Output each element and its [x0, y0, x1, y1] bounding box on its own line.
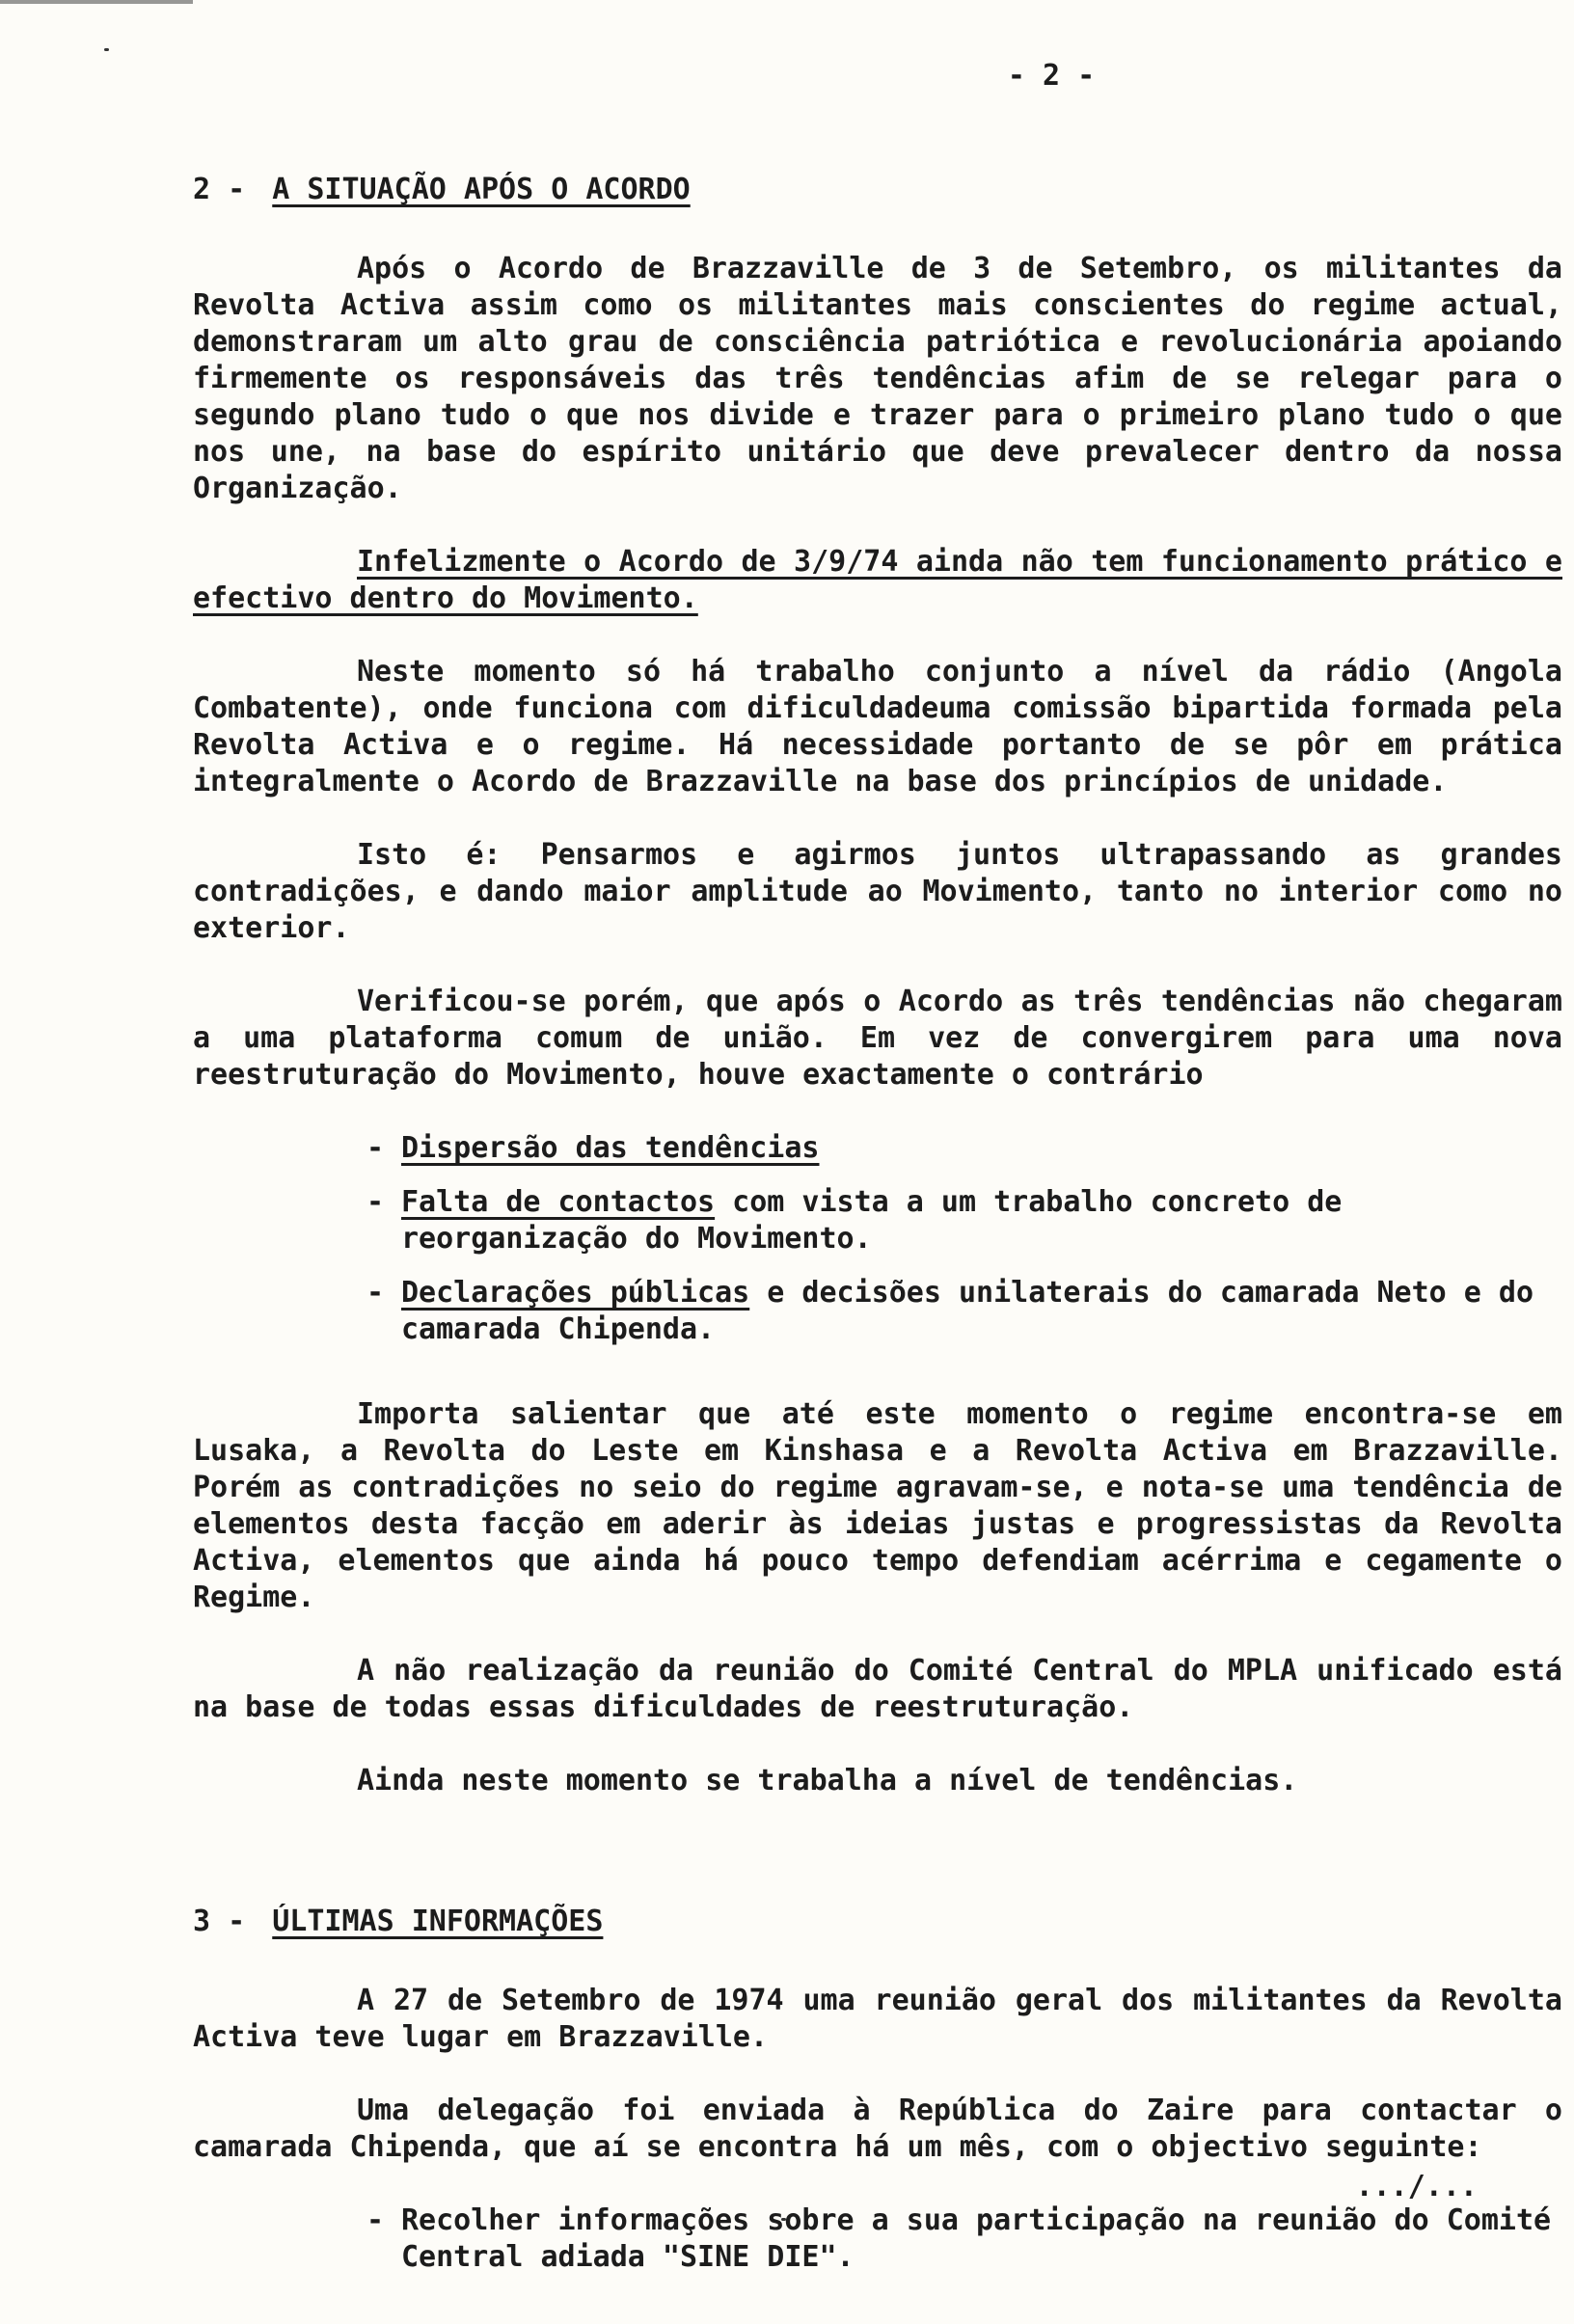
list-item-underlined: Declarações públicas — [401, 1276, 750, 1310]
paragraph: Ainda neste momento se trabalha a nível de tendências. — [357, 1764, 1298, 1797]
list-item — [366, 1130, 1562, 1167]
section-number: 2 - — [193, 173, 246, 206]
paragraph: Após o Acordo de Brazzaville de 3 de Setembro, os militantes da Revolta Activa assim como os militantes mais conscientes do regime actual, demonstraram um alto grau de consciência patriótica e revolucionária apoiando firmemente os responsáveis das três tendências afim de se relegar para o segundo plano tudo o que nos divide e trazer para o primeiro plano tudo o que nos une, na base do espírito unitário que deve prevalecer dentro da nossa Organização. — [193, 252, 1562, 505]
page-number: - 2 - — [1007, 59, 1096, 93]
list-item — [366, 1184, 1562, 1257]
list-item-text: e decisões unilaterais do camarada Neto e do camarada Chipenda. — [401, 1276, 1534, 1346]
spacer — [193, 1836, 1562, 1904]
scan-edge-mark — [0, 0, 193, 4]
paragraph: A 27 de Setembro de 1974 uma reunião geral dos militantes da Revolta Activa teve lugar em Brazzaville. — [193, 1984, 1562, 2054]
paragraph-underlined: Infelizmente o Acordo de 3/9/74 ainda não tem funcionamento prático e efectivo dentro do Movimento. — [193, 545, 1562, 615]
section-title: A SITUAÇÃO APÓS O ACORDO — [272, 173, 691, 206]
bullet-list — [193, 1130, 1562, 1348]
list-item — [366, 1275, 1562, 1348]
scan-speck — [104, 48, 109, 51]
list-item-text: com vista a um trabalho concreto de reorganização do Movimento. — [401, 1185, 1343, 1256]
continuation-mark: .../... — [1355, 2170, 1478, 2203]
section-title: ÚLTIMAS INFORMAÇÕES — [272, 1905, 604, 1938]
section-number: 3 - — [193, 1905, 246, 1938]
paragraph: Uma delegação foi enviada à República do Zaire para contactar o camarada Chipenda, que aí se encontra há um mês, com o objectivo seguinte: — [193, 2094, 1562, 2164]
paragraph: Verificou-se porém, que após o Acordo as três tendências não chegaram a uma plataforma comum de união. Em vez de convergirem para uma nova reestruturação do Movimento, houve exactamente o contrário — [193, 985, 1562, 1092]
document-page — [193, 58, 1562, 2324]
paragraph: A não realização da reunião do Comité Central do MPLA unificado está na base de todas essas dificuldades de reestruturação. — [193, 1654, 1562, 1724]
list-item: - Recolher informações sobre a sua participação na reunião do Comité Central adiada "SINE DIE". — [366, 2202, 1562, 2276]
paragraph: Neste momento só há trabalho conjunto a nível da rádio (Angola Combatente), onde funciona com dificuldadeuma comissão bipartida formada pela Revolta Activa e o regime. Há necessidade portanto de se pôr em prática integralmente o Acordo de Brazzaville na base dos princípios de unidade. — [193, 655, 1562, 798]
list-item-underlined: Falta de contactos — [401, 1185, 716, 1219]
section-3-heading — [193, 1904, 1562, 1940]
list-item-underlined: Dispersão das tendências — [401, 1131, 820, 1165]
paragraph: Isto é: Pensarmos e agirmos juntos ultrapassando as grandes contradições, e dando maior amplitude ao Movimento, tanto no interior como no exterior. — [193, 838, 1562, 945]
paragraph: Importa salientar que até este momento o regime encontra-se em Lusaka, a Revolta do Leste em Kinshasa e a Revolta Activa em Brazzaville. Porém as contradições no seio do regime agravam-se, e nota-se uma tendência de elementos desta facção em aderir às ideias justas e progressistas da Revolta Activa, elementos que ainda há pouco tempo defendiam acérrima e cegamente o Regime. — [193, 1397, 1562, 1614]
bullet-list — [193, 2202, 1562, 2276]
section-2-heading — [193, 172, 1562, 208]
